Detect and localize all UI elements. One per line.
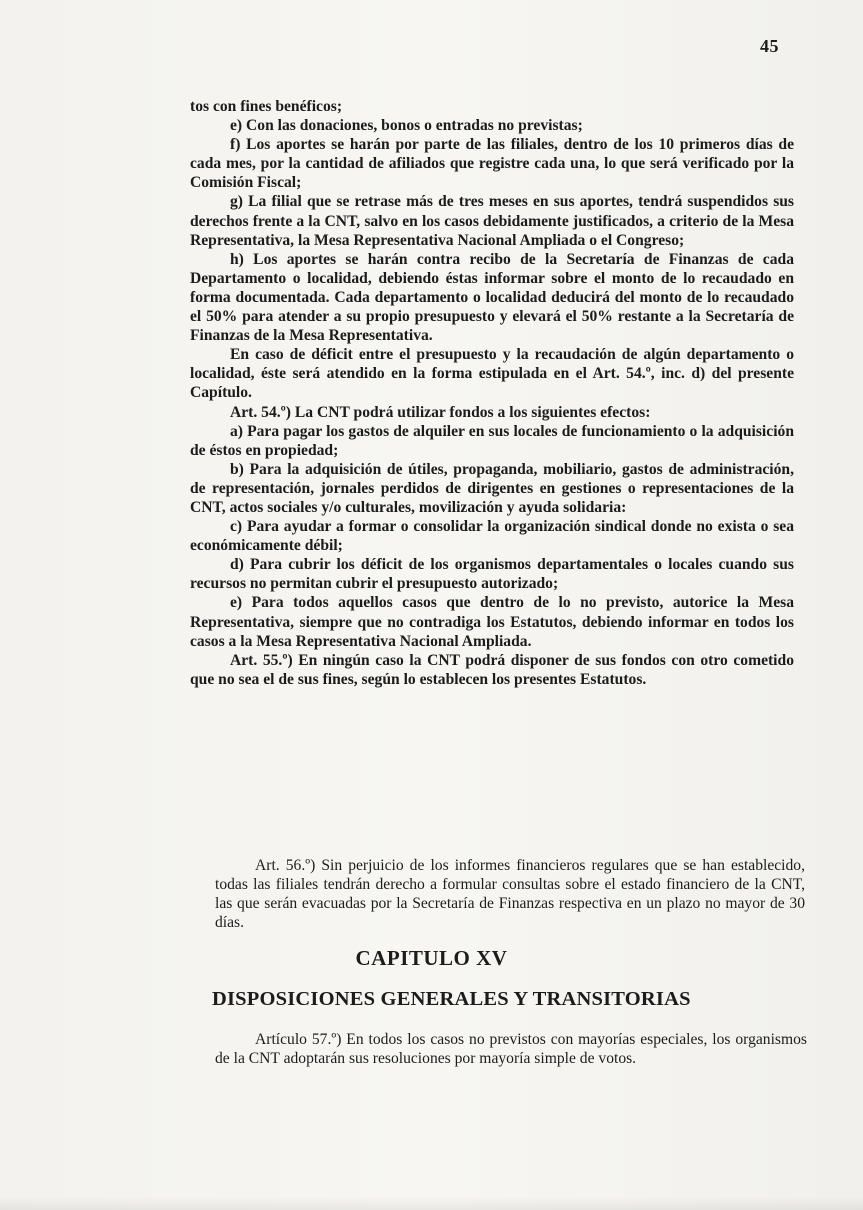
article-56-block: [215, 856, 805, 932]
article-57-block: [215, 1030, 807, 1068]
paragraph: Art. 54.º) La CNT podrá utilizar fondos a los siguientes efectos:: [230, 403, 651, 421]
text-block-finances: [190, 97, 794, 689]
page-number: 45: [760, 36, 779, 56]
article-57-paragraph: Artículo 57.º) En todos los casos no previstos con mayorías especiales, los organismos de la CNT adoptarán sus resoluciones por mayoría simple de votos.: [215, 1031, 807, 1068]
paragraph: e) Con las donaciones, bonos o entradas no previstas;: [230, 117, 583, 135]
paragraph: En caso de déficit entre el presupuesto y la recaudación de algún departamento o localidad, éste será atendido en la forma estipulada en el Art. 54.º, inc. d) del presente Capítulo.: [190, 346, 794, 402]
paragraph: Art. 55.º) En ningún caso la CNT podrá disponer de sus fondos con otro cometido que no sea el de sus fines, según lo establecen los presentes Estatutos.: [190, 651, 794, 688]
paragraph: a) Para pagar los gastos de alquiler en sus locales de funcionamiento o la adquisición de éstos en propiedad;: [190, 422, 794, 459]
section-title: DISPOSICIONES GENERALES Y TRANSITORIAS: [212, 988, 691, 1010]
paragraph: b) Para la adquisición de útiles, propaganda, mobiliario, gastos de administración, de representación, jornales perdidos de dirigentes en gestiones o representaciones de la CNT, actos sociales y/o culturales, movilización y ayuda solidaria:: [190, 460, 794, 516]
paragraph: f) Los aportes se harán por parte de las filiales, dentro de los 10 primeros días de cada mes, por la cantidad de afiliados que registre cada una, lo que será verificado por la Comisión Fiscal;: [190, 136, 794, 192]
page-bottom-edge: [0, 1196, 863, 1210]
paragraph: g) La filial que se retrase más de tres meses en sus aportes, tendrá suspendidos sus derechos frente a la CNT, salvo en los casos debidamente justificados, a criterio de la Mesa Representativa, la Mesa Representativa Nacional Ampliada o el Congreso;: [190, 193, 794, 249]
paragraph: e) Para todos aquellos casos que dentro de lo no previsto, autorice la Mesa Representativa, siempre que no contradiga los Estatutos, debiendo informar en todos los casos a la Mesa Representativa Nacional Ampliada.: [190, 594, 794, 650]
paragraph: c) Para ayudar a formar o consolidar la organización sindical donde no exista o sea económicamente débil;: [190, 518, 794, 555]
chapter-title: CAPITULO XV: [355, 946, 508, 970]
paragraph: d) Para cubrir los déficit de los organismos departamentales o locales cuando sus recursos no permitan cubrir el presupuesto autorizado;: [190, 556, 794, 593]
paragraph: h) Los aportes se harán contra recibo de la Secretaría de Finanzas de cada Departamento o localidad, debiendo éstas informar sobre el monto de lo recaudado en forma documentada. Cada departamento o localidad deducirá del monto de lo recaudado el 50% para atender a su propio presupuesto y elevará el 50% restante a la Secretaría de Finanzas de la Mesa Representativa.: [190, 250, 794, 345]
paragraph: tos con fines benéficos;: [190, 98, 343, 115]
article-56-paragraph: Art. 56.º) Sin perjuicio de los informes financieros regulares que se han establecido, todas las filiales tendrán derecho a formular consultas sobre el estado financiero de la CNT, las que serán evacuadas por la Secretaría de Finanzas respectiva en un plazo no mayor de 30 días.: [215, 857, 805, 932]
